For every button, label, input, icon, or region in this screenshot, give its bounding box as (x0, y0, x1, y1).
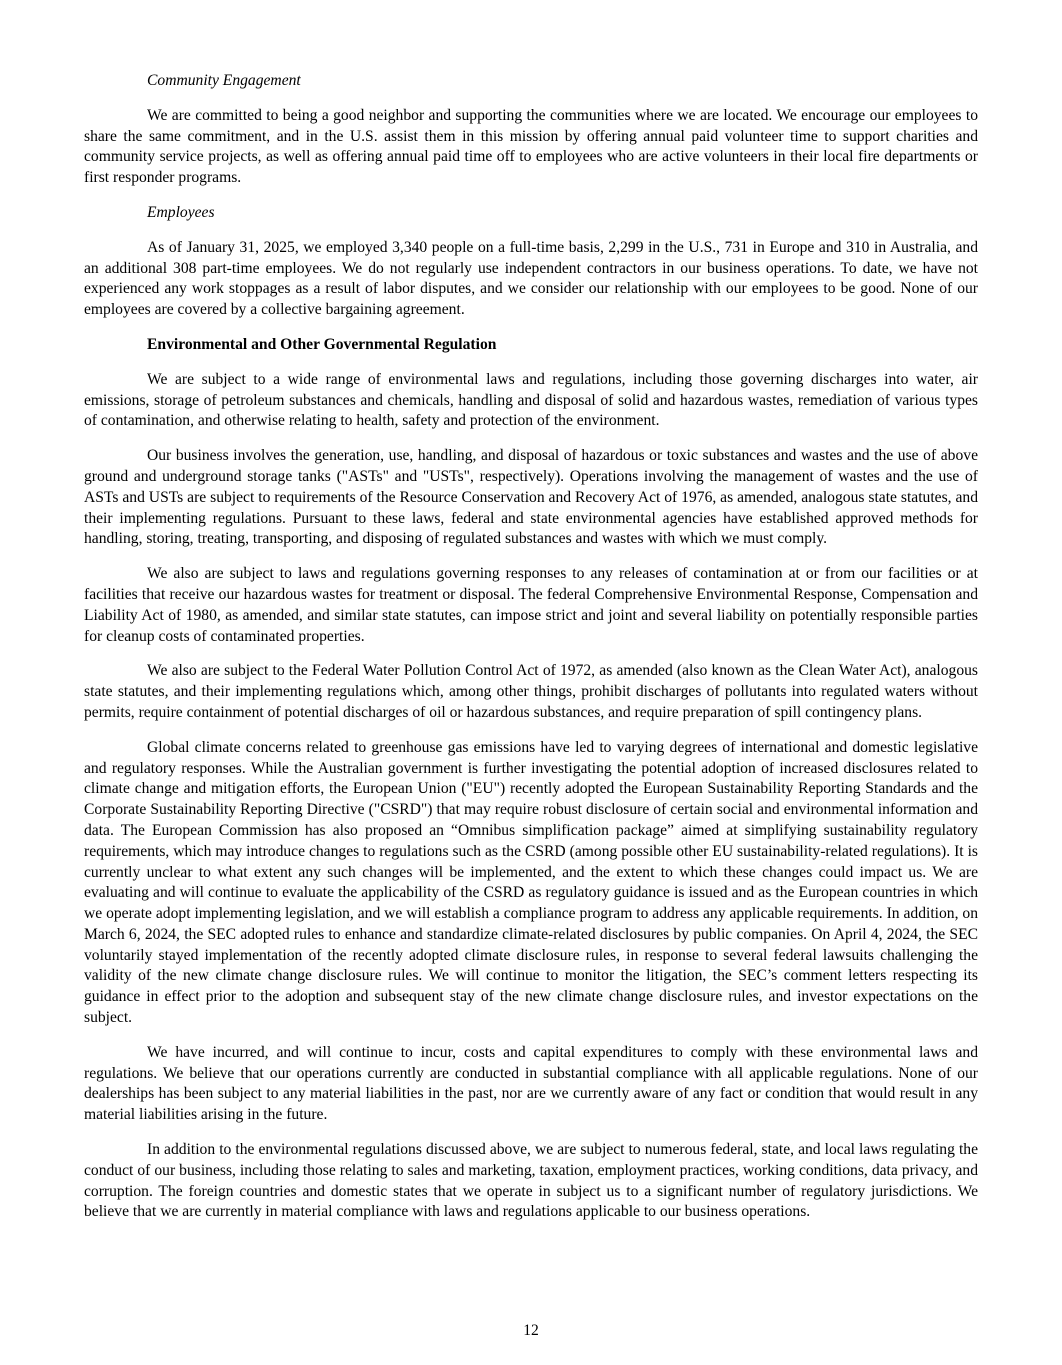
paragraph-environmental-laws: We are subject to a wide range of environmental laws and regulations, including those governing discharges into water, air emissions, storage of petroleum substances and chemicals, handling and disposal of solid and hazardous wastes, remediation of various types of contamination, and otherwise relating to health, safety and protection of the environment. (84, 370, 978, 430)
paragraph-contamination-responses: We also are subject to laws and regulations governing responses to any releases of contamination at or from our facilities or at facilities that receive our hazardous wastes for treatment or disposal. The federal Comprehensive Environmental Response, Compensation and Liability Act of 1980, as amended, and similar state statutes, can impose strict and joint and several liability on potentially responsible parties for cleanup costs of contaminated properties. (84, 565, 978, 645)
paragraph-employees: As of January 31, 2025, we employed 3,340 people on a full-time basis, 2,299 in the U.S., 731 in Europe and 310 in Australia, and an additional 308 part-time employees. We do not regularly use independent contractors in our business operations. To date, we have not experienced any work stoppages as a result of labor disputes, and we consider our relationship with our employees to be good. None of our employees are covered by a collective bargaining agreement. (84, 238, 978, 319)
paragraph-other-regulations: In addition to the environmental regulations discussed above, we are subject to numerous federal, state, and local laws regulating the conduct of our business, including those relating to sales and marketing, taxation, employment practices, working conditions, data privacy, and corruption. The foreign countries and domestic states that we operate in subject us to a significant number of regulatory jurisdictions. We believe that we are currently in material compliance with laws and regulations applicable to our business operations. (84, 1141, 978, 1221)
section-heading-environmental-regulation: Environmental and Other Governmental Regulation (147, 335, 497, 353)
paragraph-hazardous-substances: Our business involves the generation, use, handling, and disposal of hazardous or toxic substances and wastes and the use of above ground and underground storage tanks ("ASTs" and "USTs", respectively). Operations involving the management of wastes and the use of ASTs and USTs are subject to requirements of the Resource Conservation and Recovery Act of 1976, as amended, analogous state statutes, and their implementing regulations. Pursuant to these laws, federal and state environmental agencies have established approved methods for handling, storing, treating, transporting, and disposing of regulated substances and wastes with which we must comply. (84, 447, 978, 548)
page-number: 12 (523, 1322, 539, 1339)
document-page (84, 71, 978, 1237)
section-heading-employees: Employees (147, 203, 215, 221)
paragraph-community-engagement: We are committed to being a good neighbor and supporting the communities where we are located. We encourage our employees to share the same commitment, and in the U.S. assist them in this mission by offering annual paid volunteer time to support charities and community service projects, as well as offering annual paid time off to employees who are active volunteers in their local fire departments or first responder programs. (84, 106, 978, 187)
section-heading-community-engagement: Community Engagement (147, 72, 301, 89)
paragraph-compliance-costs: We have incurred, and will continue to incur, costs and capital expenditures to comply with these environmental laws and regulations. We believe that our operations currently are conducted in substantial compliance with all applicable regulations. None of our dealerships has been subject to any material liabilities in the past, nor are we currently aware of any fact or condition that would result in any material liabilities arising in the future. (84, 1043, 978, 1124)
paragraph-clean-water-act: We also are subject to the Federal Water Pollution Control Act of 1972, as amended (also known as the Clean Water Act), analogous state statutes, and their implementing regulations which, among other things, prohibit discharges of pollutants into regulated waters without permits, require containment of potential discharges of oil or hazardous substances, and require preparation of spill contingency plans. (84, 662, 978, 721)
paragraph-climate-concerns: Global climate concerns related to greenhouse gas emissions have led to varying degrees of international and domestic legislative and regulatory responses. While the Australian government is further investigating the potential adoption of increased disclosures related to climate change and mitigation efforts, the European Union ("EU") recently adopted the European Sustainability Reporting Standards and the Corporate Sustainability Reporting Directive ("CSRD") that may require robust disclosure of certain social and environmental information and data. The European Commission has also proposed an “Omnibus simplification package” aimed at simplifying sustainability regulatory requirements, which may introduce changes to regulations such as the CSRD (among possible other EU sustainability-related regulations). It is currently unclear to what extent any such changes will be implemented, and the extent to which these changes could impact us. We are evaluating and will continue to evaluate the applicability of the CSRD as regulatory guidance is issued and as the European countries in which we operate adopt implementing legislation, and we will establish a compliance program to address any applicable requirements. In addition, on March 6, 2024, the SEC adopted rules to enhance and standardize climate-related disclosures by public companies. On April 4, 2024, the SEC voluntarily stayed implementation of the recently adopted climate disclosure rules, in response to several federal lawsuits challenging the validity of the new climate change disclosure rules. We will continue to monitor the litigation, the SEC’s comment letters respecting its guidance in effect prior to the adoption and subsequent stay of the new climate change disclosure rules, and investor expectations on the subject. (84, 738, 978, 1027)
